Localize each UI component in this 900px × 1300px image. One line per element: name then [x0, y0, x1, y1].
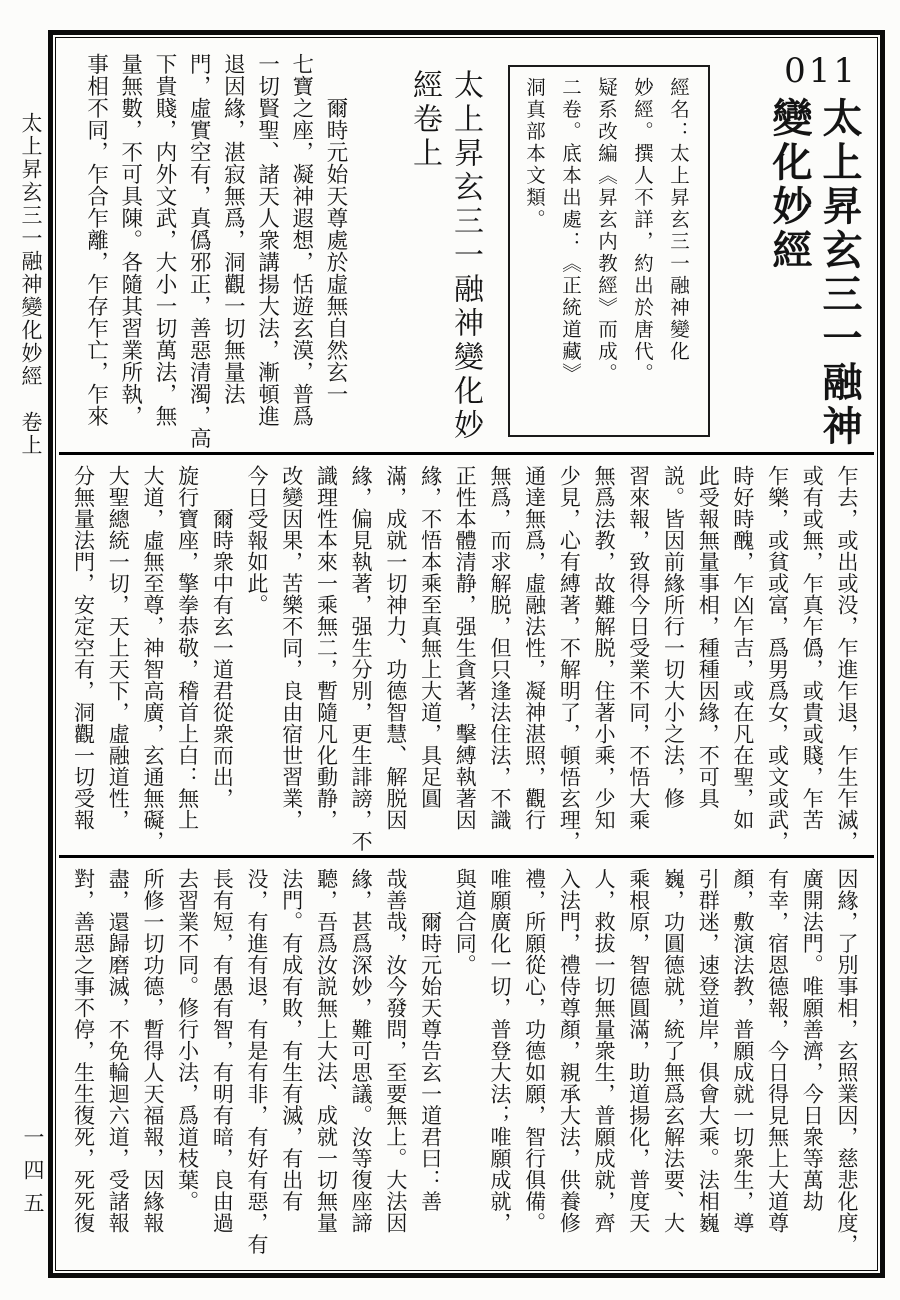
- text-column: 爾時元始天尊處於虛無自然玄一: [323, 53, 348, 405]
- text-column: 經名：太上昇玄三一融神變化: [667, 77, 690, 363]
- main-title: [764, 97, 864, 449]
- text-column: 經卷上: [407, 69, 442, 171]
- text-column: 哉善哉，汝今發問，至要無上。大法因: [383, 868, 408, 1234]
- text-column: 分無量法門，安定空有，洞觀一切受報: [71, 465, 96, 831]
- text-column: 事相不同，乍合乍離，乍存乍亡，乍來: [83, 53, 109, 427]
- text-column: 或有或無，乍真乍僞，或貴或賤，乍苦: [800, 465, 825, 831]
- text-column: 聽，吾爲汝説無上大法、成就一切無量: [314, 868, 339, 1234]
- text-column: 門，虛實空有，真僞邪正，善惡清濁，高: [186, 53, 212, 449]
- text-column: 無爲，而求解脱，但只逢法住法，不識: [487, 465, 512, 831]
- text-column: 二卷。底本出處：《正統道藏》: [559, 77, 582, 385]
- text-column: 太上昇玄三一融神: [816, 97, 863, 449]
- text-column: 廣開法門。唯願善濟，今日衆等萬劫: [800, 868, 825, 1212]
- text-column: 旋行寶座，擎拳恭敬，稽首上白：無上: [175, 465, 200, 831]
- text-column: 有幸，宿恩德報，今日得見無上大道尊: [765, 868, 790, 1234]
- text-column: 緣，甚爲深妙，難可思議。汝等復座諦: [349, 868, 374, 1234]
- text-column: 妙經。撰人不詳，約出於唐代。: [631, 77, 654, 385]
- text-column: 一切賢聖、諸天人衆講揚大法，漸頓進: [254, 53, 280, 427]
- text-column: 人，救拔一切無量衆生，普願成就，齊: [592, 868, 617, 1234]
- text-column: 爾時元始天尊告玄一道君曰：善: [418, 868, 443, 1212]
- text-column: 因緣，了別事相，玄照業因，慈悲化度，: [835, 868, 859, 1255]
- text-column: 此受報無量事相，種種因緣，不可具: [696, 465, 721, 809]
- text-column: 長有短，有愚有智，有明有暗，良由過: [210, 868, 235, 1234]
- text-column: 今日受報如此。: [245, 465, 270, 616]
- text-column: 無爲法教，故難解脱，住著小乘，少知: [592, 465, 617, 831]
- page-content: [59, 41, 874, 1267]
- colophon-box: [508, 65, 710, 437]
- text-column: 去習業不同。修行小法，爲道枝葉。: [175, 868, 200, 1212]
- colophon-text: [522, 77, 696, 425]
- text-column: 七寶之座，凝神遐想，恬遊玄漠，普爲: [288, 53, 314, 427]
- register-middle: [59, 452, 874, 855]
- text-column: 顏，敷演法教，普願成就一切衆生，導: [730, 868, 755, 1234]
- text-column: 所修一切功德，暫得人天福報，因緣報: [140, 868, 165, 1234]
- register-top: [59, 41, 874, 452]
- text-column: 巍，功圓德就，統了無爲玄解法要、大: [661, 868, 686, 1234]
- text-column: 習來報，致得今日受業不同，不悟大乘: [626, 465, 651, 831]
- text-column: 唯願廣化一切，普登大法；唯願成就，: [487, 868, 512, 1234]
- text-column: 引群迷，速登道岸，俱會大乘。法相巍: [696, 868, 721, 1234]
- body-text-register-2: [67, 465, 864, 851]
- text-column: 退因緣，湛寂無爲，洞觀一切無量法: [220, 53, 246, 405]
- text-column: 時好時醜，乍凶乍吉，或在凡在聖，如: [730, 465, 755, 831]
- text-column: 禮，所願從心，功德如願，智行俱備。: [522, 868, 547, 1234]
- text-column: 乍樂，或貧或富，爲男爲女，或文或武，: [765, 465, 790, 852]
- text-column: 量無數，不可具陳。各隨其習業所執，: [117, 53, 143, 427]
- text-column: 下貴賤，内外文武，大小一切萬法，無: [151, 53, 177, 427]
- page-frame-inner-rule: [55, 37, 878, 1271]
- page-frame: [48, 30, 885, 1278]
- text-column: 法門。有成有敗，有生有滅，有出有: [279, 868, 304, 1212]
- text-column: 變化妙經: [766, 97, 813, 273]
- text-column: 没，有進有退，有是有非，有好有惡，有: [245, 868, 270, 1255]
- text-column: 通達無爲，虛融法性，凝神湛照，觀行: [522, 465, 547, 831]
- text-column: 入法門，禮侍尊顏，親承大法，供養修: [557, 868, 582, 1234]
- text-column: 説。皆因前緣所行一切大小之法，修: [661, 465, 686, 809]
- text-column: 洞真部本文類。: [523, 77, 546, 231]
- folio-number: 011: [784, 51, 858, 91]
- margin-page-number: 一四五: [21, 1126, 45, 1225]
- text-column: 太上昇玄三一融神變化妙: [448, 69, 483, 443]
- text-column: 盡，還歸磨滅，不免輪迴六道，受諸報: [106, 868, 131, 1234]
- text-column: 與道合同。: [453, 868, 478, 976]
- text-column: 乍去，或出或没，乍進乍退，乍生乍滅，: [835, 465, 859, 852]
- text-column: 緣，偏見執著，强生分別，更生誹謗，不: [349, 465, 374, 852]
- text-column: 識理性本來一乘無二，暫隨凡化動静，: [314, 465, 339, 831]
- body-text-register-3: [67, 868, 864, 1254]
- margin-running-title: 太上昇玄三一融神變化妙經 卷上: [19, 112, 43, 457]
- text-column: 爾時衆中有玄一道君從衆而出，: [210, 465, 235, 809]
- text-column: 少見，心有縛著，不解明了，頓悟玄理，: [557, 465, 582, 852]
- text-column: 正性本體清静，强生貪著，擊縛執著因: [453, 465, 478, 831]
- scripture-title-juan: [404, 69, 486, 451]
- text-column: 疑系改編《昇玄内教經》而成。: [595, 77, 618, 385]
- register-bottom: [59, 855, 874, 1258]
- text-column: 大聖總統一切，天上天下，虛融道性，: [106, 465, 131, 831]
- body-text-register-1: [78, 53, 352, 449]
- text-column: 滿，成就一切神力、功德智慧、解脱因: [383, 465, 408, 831]
- text-column: 改變因果，苦樂不同，良由宿世習業，: [279, 465, 304, 831]
- text-column: 大道，虛無至尊，神智高廣，玄通無礙，: [140, 465, 165, 852]
- text-column: 對，善惡之事不停，生生復死，死死復: [71, 868, 96, 1234]
- text-column: 緣，不悟本乘至真無上大道，具足圓: [418, 465, 443, 809]
- text-column: 乘根原，智德圓滿，助道揚化，普度天: [626, 868, 651, 1234]
